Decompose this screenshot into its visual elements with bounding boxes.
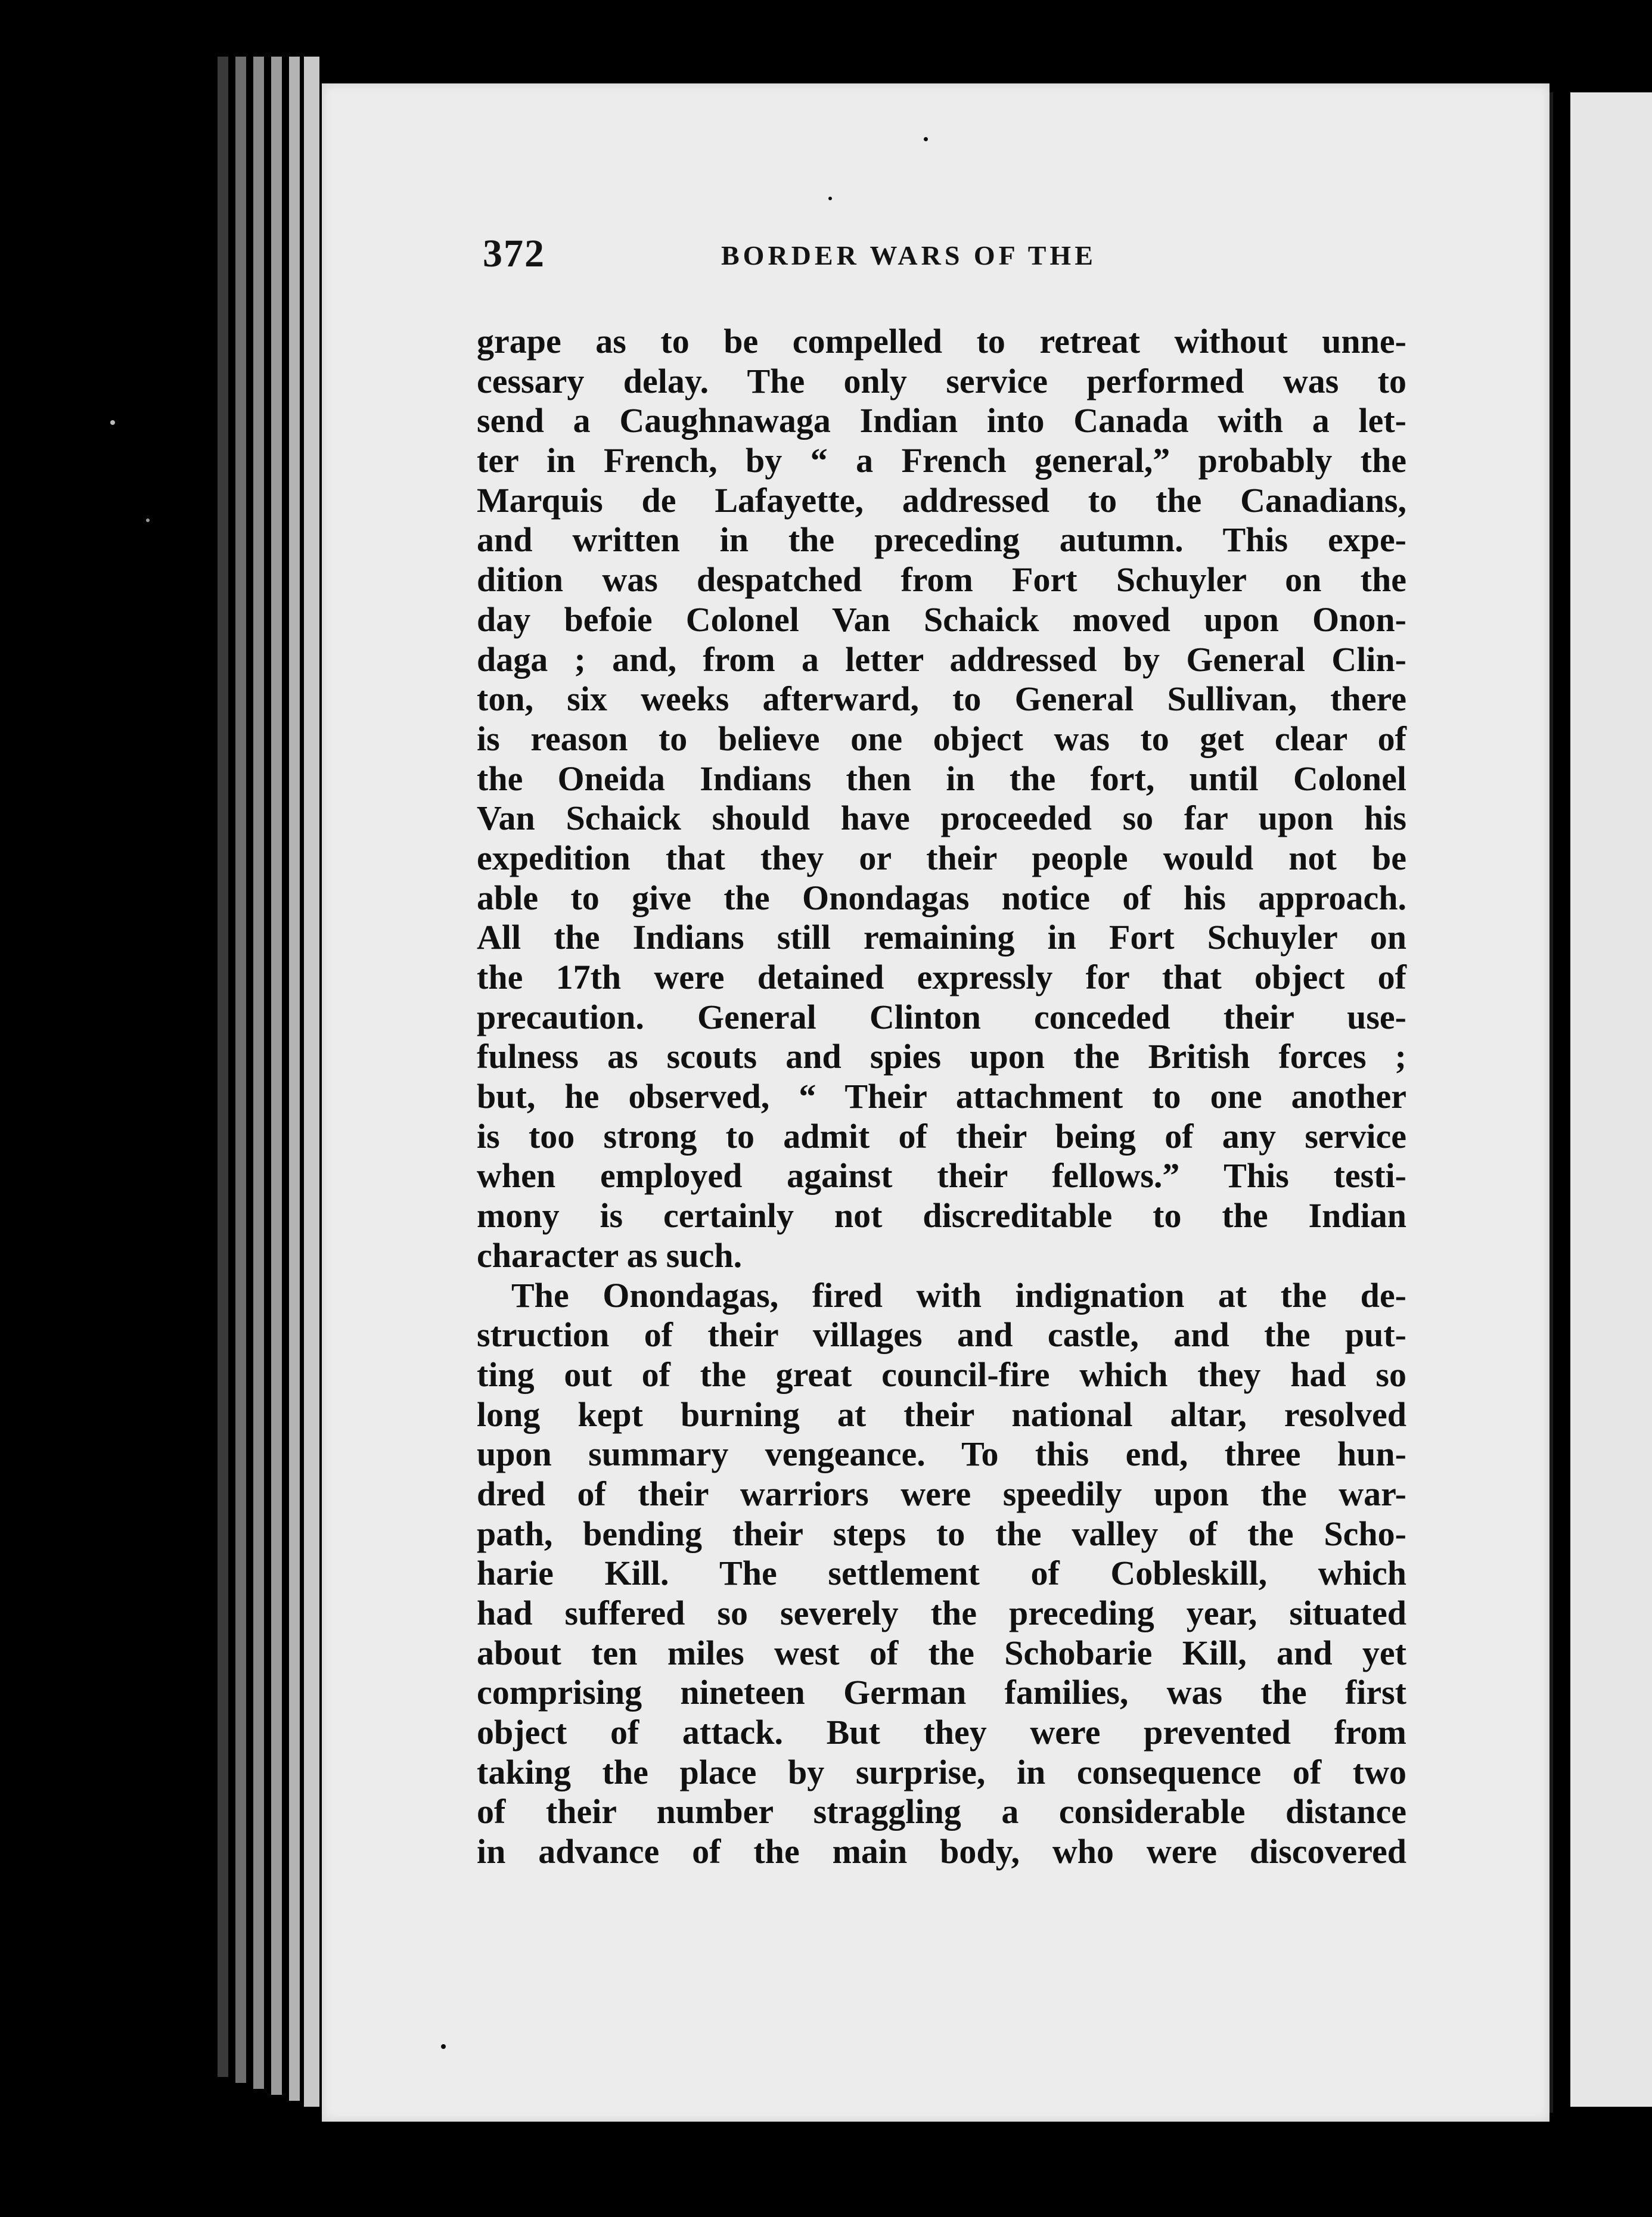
text-line: cessary delay. The only service performed was to	[477, 361, 1406, 400]
text-line: daga ; and, from a letter addressed by General Clin-	[477, 639, 1406, 679]
text-line: dition was despatched from Fort Schuyler on the	[477, 560, 1406, 600]
text-line: in advance of the main body, who were discovered	[477, 1832, 1406, 1871]
ink-speck	[924, 137, 928, 141]
text-line: mony is certainly not discreditable to the Indian	[477, 1196, 1406, 1235]
text-line: the Oneida Indians then in the fort, until Colonel	[477, 759, 1406, 798]
text-line: send a Caughnawaga Indian into Canada with a let-	[477, 401, 1406, 440]
facing-page-edge	[1570, 92, 1652, 2107]
text-line: ter in French, by “ a French general,” probably the	[477, 441, 1406, 480]
text-line: character as such.	[477, 1235, 743, 1275]
running-head	[483, 231, 1401, 285]
page-edge	[289, 57, 300, 2101]
text-line: is reason to believe one object was to get clear of	[477, 719, 1406, 758]
text-line: dred of their warriors were speedily upon the war-	[477, 1474, 1406, 1513]
ink-speck	[110, 420, 115, 425]
text-line: when employed against their fellows.” This testi-	[477, 1156, 1406, 1196]
text-line: path, bending their steps to the valley of the Scho-	[477, 1514, 1406, 1553]
ink-speck	[441, 2044, 446, 2049]
body-text	[477, 322, 1406, 1872]
paragraph-2	[477, 1276, 1406, 1872]
text-line: ton, six weeks afterward, to General Sullivan, there	[477, 679, 1406, 719]
text-line: and written in the preceding autumn. This expe-	[477, 520, 1406, 560]
text-line: upon summary vengeance. To this end, three hun-	[477, 1434, 1406, 1474]
text-line: about ten miles west of the Schobarie Kill, and yet	[477, 1633, 1406, 1672]
text-line: harie Kill. The settlement of Cobleskill, which	[477, 1554, 1406, 1593]
paragraph-1	[477, 322, 1406, 1276]
text-line: of their number straggling a considerable distance	[477, 1792, 1406, 1831]
text-line: the 17th were detained expressly for that object of	[477, 958, 1406, 996]
ink-speck	[828, 197, 832, 200]
text-line: expedition that they or their people would not be	[477, 838, 1406, 877]
text-line: had suffered so severely the preceding year, situated	[477, 1594, 1406, 1632]
running-title: BORDER WARS OF THE	[721, 240, 1097, 271]
text-line: Marquis de Lafayette, addressed to the Canadians,	[477, 480, 1406, 520]
page-edge	[218, 57, 228, 2077]
ink-speck	[146, 518, 150, 522]
text-line: able to give the Onondagas notice of his approach.	[477, 878, 1406, 917]
text-line: Van Schaick should have proceeded so far upon his	[477, 799, 1406, 838]
text-line: All the Indians still remaining in Fort Schuyler on	[477, 918, 1406, 957]
text-line: object of attack. But they were prevented from	[477, 1713, 1406, 1752]
text-line: precaution. General Clinton conceded their use-	[477, 997, 1406, 1036]
page-number: 372	[483, 232, 545, 275]
book-page	[322, 83, 1549, 2122]
text-line: day befoie Colonel Van Schaick moved upon Onon-	[477, 600, 1406, 639]
text-line: long kept burning at their national altar, resolved	[477, 1395, 1406, 1434]
text-line: ting out of the great council-fire which they had so	[477, 1355, 1406, 1394]
page-edge	[235, 57, 246, 2083]
text-line: The Onondagas, fired with indignation at the de-	[511, 1275, 1406, 1315]
text-line: is too strong to admit of their being of any service	[477, 1116, 1406, 1156]
text-line: taking the place by surprise, in consequence of two	[477, 1752, 1406, 1791]
page-edge	[253, 57, 264, 2089]
text-line: fulness as scouts and spies upon the British forces ;	[477, 1037, 1406, 1076]
text-line: struction of their villages and castle, and the put-	[477, 1315, 1406, 1355]
page-edge	[304, 57, 319, 2107]
page-edge	[271, 57, 282, 2095]
text-line: comprising nineteen German families, was the first	[477, 1673, 1406, 1712]
text-line: grape as to be compelled to retreat without unne-	[477, 322, 1406, 361]
text-line: but, he observed, “ Their attachment to one another	[477, 1077, 1406, 1116]
